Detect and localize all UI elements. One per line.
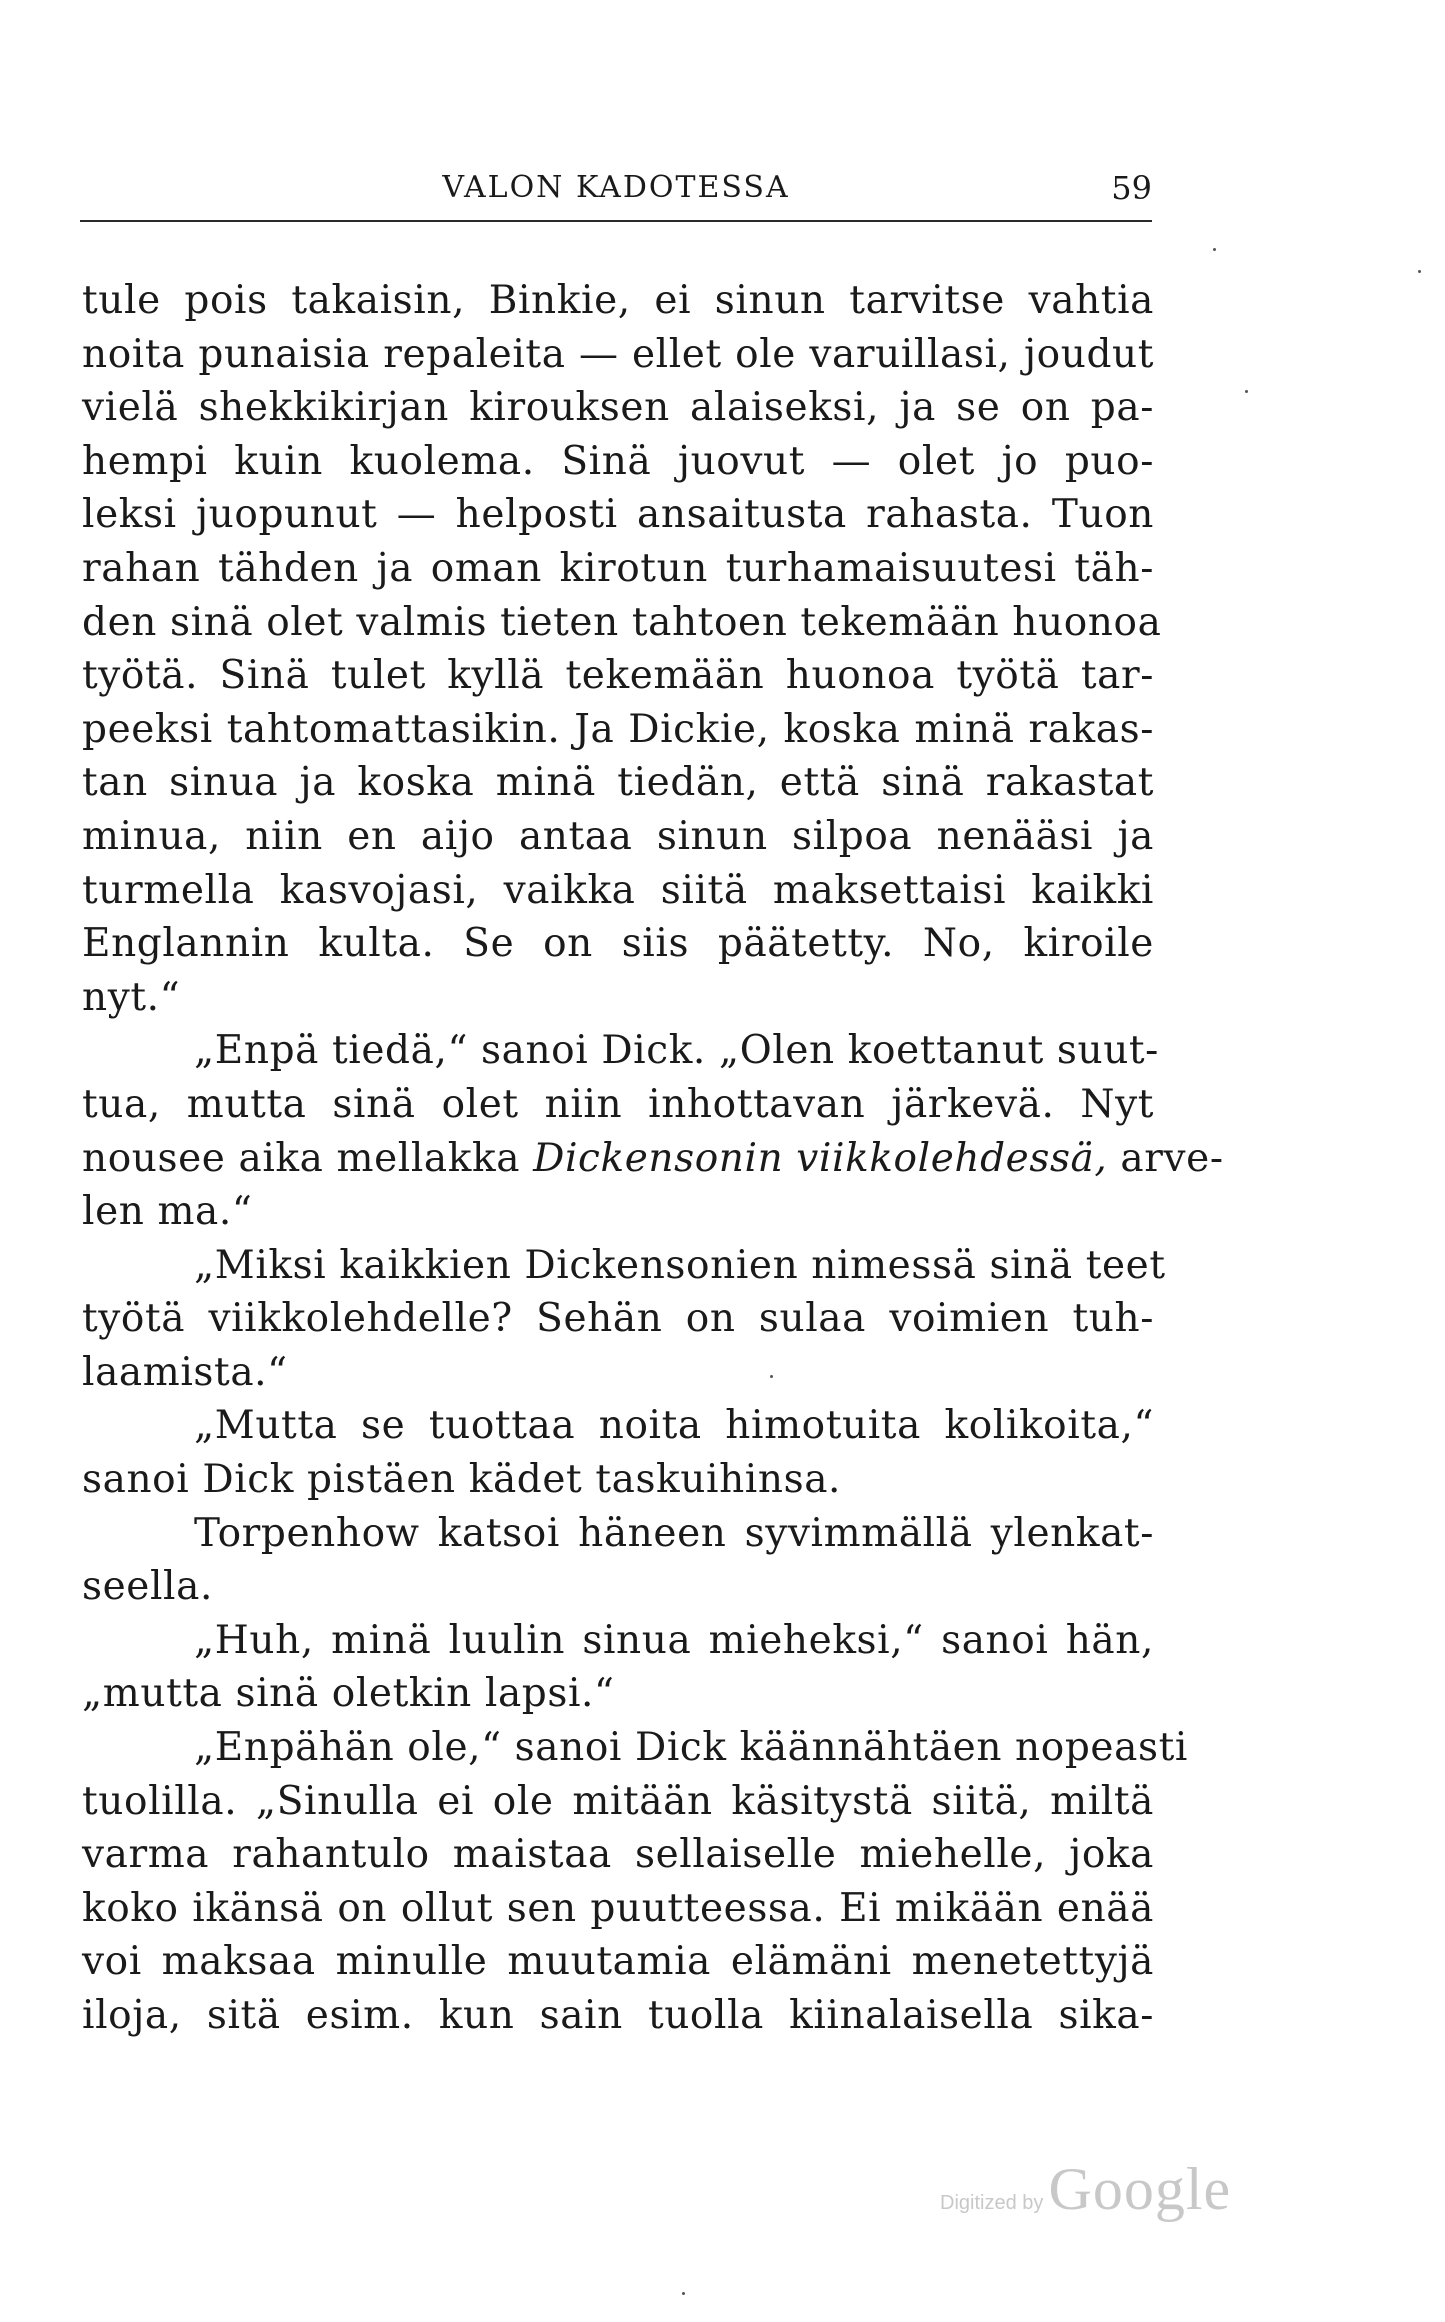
text-line: laamista.“ bbox=[82, 1349, 288, 1395]
text-line: peeksi tahtomattasikin. Ja Dickie, koska minä rakas- bbox=[82, 706, 1154, 752]
text-line: voi maksaa minulle muutamia elämäni menetettyjä bbox=[82, 1939, 1154, 1985]
text-line: „Huh, minä luulin sinua mieheksi,“ sanoi hän, bbox=[194, 1617, 1154, 1663]
text-line: iloja, sitä esim. kun sain tuolla kiinalaisella sika- bbox=[82, 1993, 1154, 2038]
paper-speck bbox=[682, 2292, 685, 2295]
text-line: tua, mutta sinä olet niin inhottavan järkevä. Nyt bbox=[82, 1081, 1154, 1127]
text-line: leksi juopunut — helposti ansaitusta rahasta. Tuon bbox=[82, 492, 1154, 538]
italic-title: Dickensonin viikkolehdessä, bbox=[533, 1135, 1108, 1181]
text-line: nyt.“ bbox=[82, 974, 181, 1020]
text-line: „Enpähän ole,“ sanoi Dick käännähtäen nopeasti bbox=[194, 1725, 1188, 1771]
text-line: turmella kasvojasi, vaikka siitä maksettaisi kaikki bbox=[82, 867, 1154, 913]
text-line: Torpenhow katsoi häneen syvimmällä ylenkat- bbox=[194, 1510, 1154, 1556]
text-line: noita punaisia repaleita — ellet ole varuillasi, joudut bbox=[82, 331, 1154, 377]
text-line: työtä. Sinä tulet kyllä tekemään huonoa työtä tar- bbox=[82, 653, 1154, 699]
text-line: työtä viikkolehdelle? Sehän on sulaa voimien tuh- bbox=[82, 1296, 1154, 1342]
digitized-watermark bbox=[940, 2155, 1231, 2225]
text-line: vielä shekkikirjan kirouksen alaiseksi, ja se on pa- bbox=[82, 385, 1154, 431]
running-head bbox=[80, 168, 1152, 214]
header-rule bbox=[80, 220, 1152, 222]
google-logo: Google bbox=[1048, 2156, 1232, 2222]
text-line: minua, niin en aijo antaa sinun silpoa nenääsi ja bbox=[82, 813, 1154, 859]
text-line: varma rahantulo maistaa sellaiselle miehelle, joka bbox=[82, 1832, 1154, 1878]
text-line: koko ikänsä on ollut sen puutteessa. Ei mikään enää bbox=[82, 1885, 1154, 1931]
text-line: „Mutta se tuottaa noita himotuita kolikoita,“ bbox=[194, 1403, 1154, 1449]
text-line: den sinä olet valmis tieten tahtoen tekemään huonoa bbox=[82, 599, 1162, 645]
text-segment: arve- bbox=[1107, 1135, 1224, 1181]
page-number: 59 bbox=[1111, 169, 1152, 207]
paper-speck bbox=[1213, 248, 1216, 251]
text-line: sanoi Dick pistäen kädet taskuihinsa. bbox=[82, 1457, 842, 1503]
text-segment: nousee aika mellakka bbox=[82, 1135, 534, 1181]
text-line: „Miksi kaikkien Dickensonien nimessä sinä teet bbox=[194, 1242, 1166, 1288]
text-line: tuolilla. „Sinulla ei ole mitään käsitystä siitä, miltä bbox=[82, 1778, 1154, 1824]
running-title: VALON KADOTESSA bbox=[442, 170, 790, 205]
text-line: „mutta sinä oletkin lapsi.“ bbox=[82, 1671, 615, 1717]
text-line: seella. bbox=[82, 1564, 213, 1610]
text-line: „Enpä tiedä,“ sanoi Dick. „Olen koettanut suut- bbox=[194, 1028, 1159, 1074]
text-line: len ma.“ bbox=[82, 1189, 253, 1235]
text-line: Englannin kulta. Se on siis päätetty. No, kiroile bbox=[82, 921, 1154, 967]
paper-speck bbox=[770, 1375, 773, 1378]
text-line-with-italic bbox=[82, 1132, 1224, 1186]
text-line: hempi kuin kuolema. Sinä juovut — olet jo puo- bbox=[82, 438, 1154, 484]
text-line: tule pois takaisin, Binkie, ei sinun tarvitse vahtia bbox=[82, 278, 1154, 323]
text-line: tan sinua ja koska minä tiedän, että sinä rakastat bbox=[82, 760, 1154, 806]
paper-speck bbox=[1245, 390, 1248, 393]
watermark-prefix: Digitized by bbox=[940, 2192, 1044, 2214]
text-line: rahan tähden ja oman kirotun turhamaisuutesi täh- bbox=[82, 545, 1154, 591]
paper-speck bbox=[1418, 270, 1421, 273]
body-text bbox=[82, 274, 1224, 2043]
